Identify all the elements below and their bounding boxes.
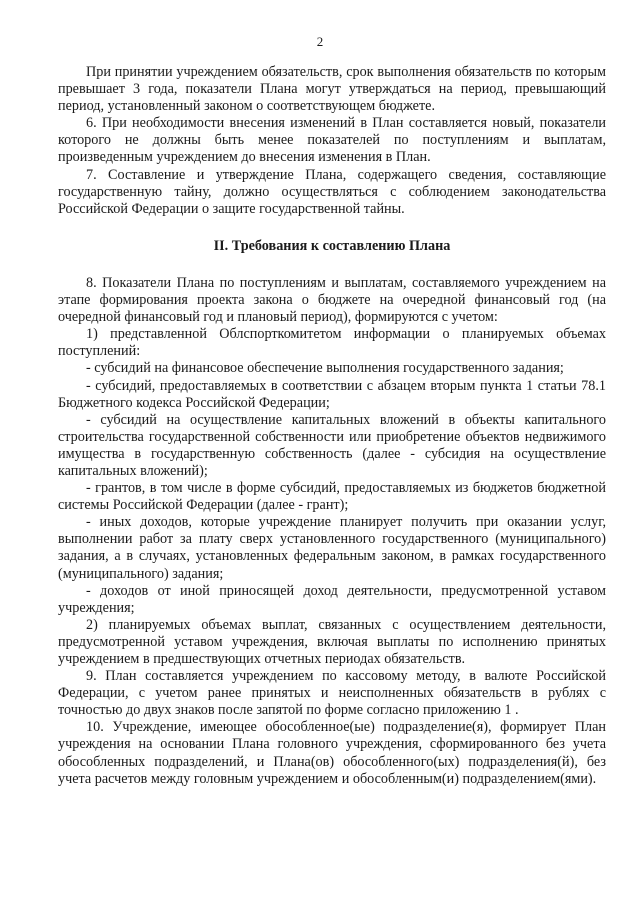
document-body xyxy=(58,64,606,788)
paragraph: При принятии учреждением обязательств, срок выполнения обязательств по которым превышает 3 года, показатели Плана могут утверждаться на период, превышающий период, установленный законом о соответствующем бюджете. xyxy=(58,64,606,115)
list-item: - иных доходов, которые учреждение планирует получить при оказании услуг, выполнении работ за плату сверх установленного государственного (муниципального) задания, а в случаях, установленных федеральным законом, в рамках государственного (муниципального) задания; xyxy=(58,514,606,582)
paragraph: 9. План составляется учреждением по кассовому методу, в валюте Российской Федерации, с учетом ранее принятых и неисполненных обязательств в рублях с точностью до двух знаков после запятой по форме согласно приложению 1 . xyxy=(58,668,606,719)
paragraph: 6. При необходимости внесения изменений в План составляется новый, показатели которого не должны быть менее показателей по поступлениям и выплатам, произведенным учреждением до внесения изменения в План. xyxy=(58,115,606,166)
list-item: - субсидий на финансовое обеспечение выполнения государственного задания; xyxy=(86,360,564,377)
list-item: - субсидий на осуществление капитальных вложений в объекты капитального строительства государственной собственности или приобретение объектов недвижимого имущества в государственную собственность (далее - субсидия на осуществление капитальных вложений); xyxy=(58,411,606,479)
paragraph: 10. Учреждение, имеющее обособленное(ые) подразделение(я), формирует План учреждения на основании Плана головного учреждения, сформированного без учета обособленных подразделений, и Плана(ов) обособленного(ых) подразделения(й), без учета расчетов между головным учреждением и обособленным(и) подразделением(ями). xyxy=(58,719,606,787)
list-item: - субсидий, предоставляемых в соответствии с абзацем вторым пункта 1 статьи 78.1 Бюджетного кодекса Российской Федерации; xyxy=(58,377,606,411)
list-item: 2) планируемых объемах выплат, связанных с осуществлением деятельности, предусмотренной уставом учреждения, включая выплаты по исполнению принятых учреждением в предшествующих отчетных периодах обязательств. xyxy=(58,616,606,667)
paragraph: 8. Показатели Плана по поступлениям и выплатам, составляемого учреждением на этапе формирования проекта закона о бюджете на очередной финансовый год (на очередной финансовый год и плановый период), формируются с учетом: xyxy=(58,274,606,326)
section-heading: II. Требования к составлению Плана xyxy=(213,237,451,254)
list-item: 1) представленной Облспорткомитетом информации о планируемых объемах поступлений: xyxy=(58,326,606,360)
page-number: 2 xyxy=(316,34,324,49)
paragraph: 7. Составление и утверждение Плана, содержащего сведения, составляющие государственную тайну, должно осуществляться с соблюдением законодательства Российской Федерации о защите государственной тайны. xyxy=(58,166,606,217)
list-item: - грантов, в том числе в форме субсидий, предоставляемых из бюджетов бюджетной системы Российской Федерации (далее - грант); xyxy=(58,480,606,514)
list-item: - доходов от иной приносящей доход деятельности, предусмотренной уставом учреждения; xyxy=(58,582,606,616)
